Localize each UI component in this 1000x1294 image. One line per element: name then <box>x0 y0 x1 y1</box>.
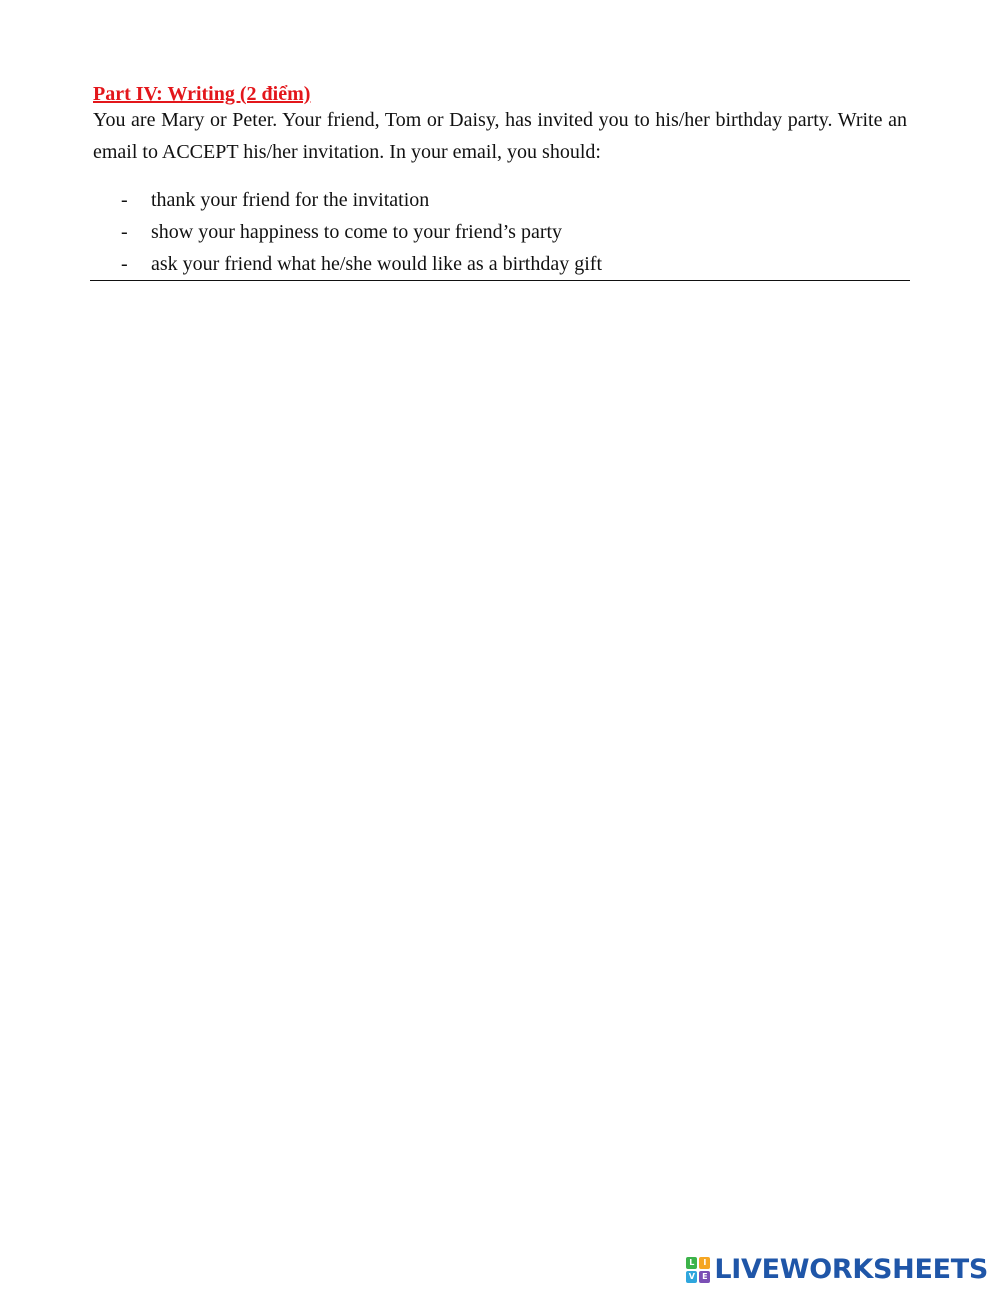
brand-wordmark: LIVEWORKSHEETS <box>714 1254 988 1285</box>
list-item-text: thank your friend for the invitation <box>151 189 430 211</box>
list-item-text: ask your friend what he/she would like as a birthday gift <box>151 253 602 275</box>
list-item-text: show your happiness to come to your friend’s party <box>151 221 563 243</box>
logo-tile: I <box>699 1257 710 1269</box>
section-title: Part IV: Writing (2 điểm) <box>93 83 311 105</box>
logo-tile: E <box>699 1271 710 1283</box>
logo-tile: L <box>686 1257 697 1269</box>
list-item <box>93 248 602 280</box>
list-bullet: - <box>121 221 128 243</box>
list-item <box>93 216 602 248</box>
list-bullet: - <box>121 253 128 275</box>
answer-line-divider <box>90 280 910 281</box>
logo-tile: V <box>686 1271 697 1283</box>
list-item <box>93 184 602 216</box>
list-bullet: - <box>121 189 128 211</box>
task-list <box>93 184 602 280</box>
writing-prompt: You are Mary or Peter. Your friend, Tom or Daisy, has invited you to his/her birthday party. Write an email to ACCEPT his/her invitation. In your email, you should: <box>93 109 907 163</box>
liveworksheets-logo-icon <box>686 1257 710 1283</box>
liveworksheets-brand <box>686 1252 988 1288</box>
